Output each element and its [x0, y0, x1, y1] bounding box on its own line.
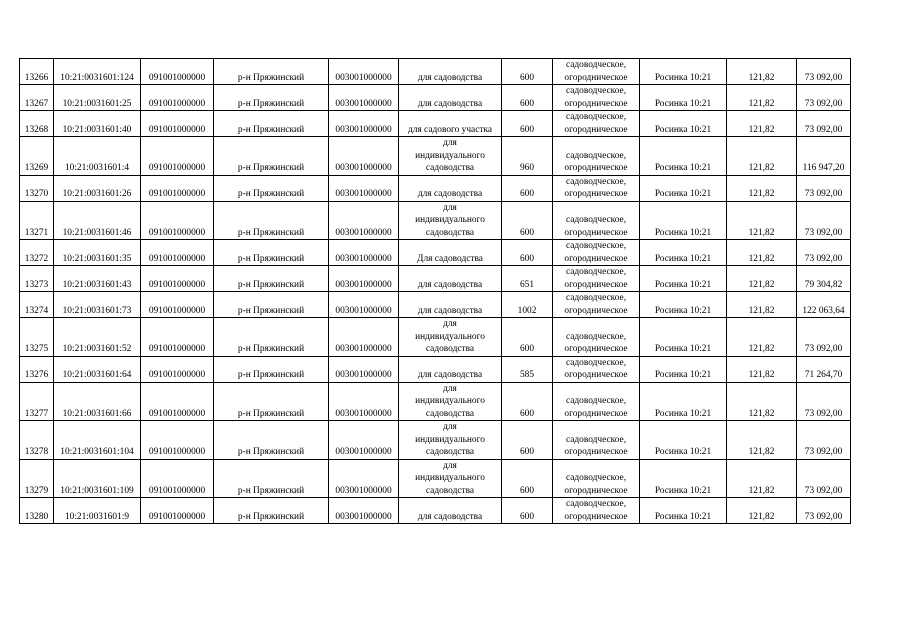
- area-cell: 600: [502, 201, 553, 240]
- area-code-cell: 003001000000: [329, 59, 399, 85]
- cadastral-value-cell: 73 092,00: [797, 59, 851, 85]
- row-number-cell: 13280: [20, 498, 54, 524]
- location-cell: Росинка 10:21: [640, 111, 727, 137]
- table-row: [20, 421, 851, 460]
- cadastral-number-cell: 10:21:0031601:73: [54, 292, 141, 318]
- land-category-cell: [553, 59, 640, 85]
- okato-code-cell: 091001000000: [141, 459, 214, 498]
- district-cell: р-н Пряжинский: [214, 459, 329, 498]
- land-category-line: огородническое: [564, 253, 628, 264]
- okato-code-cell: 091001000000: [141, 137, 214, 176]
- permitted-use-cell: [399, 318, 502, 357]
- cadastral-value-cell: 73 092,00: [797, 85, 851, 111]
- permitted-use-line: для садового участка: [407, 124, 493, 135]
- permitted-use-line: индивидуального: [415, 473, 485, 483]
- land-category-line: садоводческое,: [565, 331, 627, 342]
- permitted-use-line: индивидуального: [415, 396, 485, 406]
- area-cell: 600: [502, 318, 553, 357]
- area-code-cell: 003001000000: [329, 137, 399, 176]
- cadastral-number-cell: 10:21:0031601:43: [54, 266, 141, 292]
- row-number-cell: 13272: [20, 240, 54, 266]
- okato-code-cell: 091001000000: [141, 59, 214, 85]
- table-row: [20, 459, 851, 498]
- cadastral-value-cell: 73 092,00: [797, 111, 851, 137]
- table-row: [20, 111, 851, 137]
- permitted-use-cell: [399, 382, 502, 421]
- permitted-use-line: для: [443, 422, 457, 432]
- cadastral-number-cell: 10:21:0031601:25: [54, 85, 141, 111]
- cadastral-number-cell: 10:21:0031601:40: [54, 111, 141, 137]
- table-row: [20, 175, 851, 201]
- land-category-line: садоводческое,: [565, 473, 627, 483]
- permitted-use-line: для садоводства: [417, 189, 483, 199]
- permitted-use-line: для: [443, 460, 457, 471]
- district-cell: р-н Пряжинский: [214, 85, 329, 111]
- okato-code-cell: 091001000000: [141, 240, 214, 266]
- permitted-use-line: для: [443, 202, 457, 213]
- okato-code-cell: 091001000000: [141, 382, 214, 421]
- area-cell: 600: [502, 382, 553, 421]
- row-number-cell: 13271: [20, 201, 54, 240]
- land-category-line: огородническое: [564, 344, 628, 354]
- table-row: [20, 356, 851, 382]
- location-cell: Росинка 10:21: [640, 59, 727, 85]
- area-code-cell: 003001000000: [329, 459, 399, 498]
- area-cell: 585: [502, 356, 553, 382]
- table-row: [20, 498, 851, 524]
- permitted-use-cell: [399, 59, 502, 85]
- area-code-cell: 003001000000: [329, 498, 399, 524]
- row-number-cell: 13274: [20, 292, 54, 318]
- cadastral-number-cell: 10:21:0031601:104: [54, 421, 141, 460]
- permitted-use-line: индивидуального: [415, 434, 485, 445]
- land-category-line: огородническое: [564, 511, 628, 522]
- land-category-line: огородническое: [564, 485, 628, 496]
- area-code-cell: 003001000000: [329, 382, 399, 421]
- area-code-cell: 003001000000: [329, 240, 399, 266]
- permitted-use-line: для садоводства: [417, 370, 483, 380]
- rate-cell: 121,82: [727, 137, 797, 176]
- table-row: [20, 137, 851, 176]
- land-category-line: садоводческое,: [565, 150, 627, 161]
- rate-cell: 121,82: [727, 318, 797, 357]
- area-code-cell: 003001000000: [329, 318, 399, 357]
- land-category-line: садоводческое,: [565, 396, 627, 406]
- district-cell: р-н Пряжинский: [214, 292, 329, 318]
- land-category-line: садоводческое,: [565, 176, 627, 187]
- permitted-use-cell: [399, 266, 502, 292]
- district-cell: р-н Пряжинский: [214, 498, 329, 524]
- district-cell: р-н Пряжинский: [214, 175, 329, 201]
- okato-code-cell: 091001000000: [141, 85, 214, 111]
- cadastral-value-cell: 73 092,00: [797, 318, 851, 357]
- rate-cell: 121,82: [727, 266, 797, 292]
- okato-code-cell: 091001000000: [141, 266, 214, 292]
- rate-cell: 121,82: [727, 59, 797, 85]
- location-cell: Росинка 10:21: [640, 382, 727, 421]
- okato-code-cell: 091001000000: [141, 318, 214, 357]
- cadastral-value-cell: 73 092,00: [797, 175, 851, 201]
- okato-code-cell: 091001000000: [141, 175, 214, 201]
- permitted-use-cell: [399, 459, 502, 498]
- permitted-use-line: индивидуального: [415, 215, 485, 225]
- land-category-cell: [553, 382, 640, 421]
- cadastral-value-cell: 73 092,00: [797, 498, 851, 524]
- location-cell: Росинка 10:21: [640, 421, 727, 460]
- table-row: [20, 59, 851, 85]
- land-category-line: огородническое: [564, 124, 628, 135]
- area-cell: 600: [502, 85, 553, 111]
- permitted-use-line: садоводства: [425, 485, 475, 496]
- rate-cell: 121,82: [727, 111, 797, 137]
- rate-cell: 121,82: [727, 85, 797, 111]
- cadastral-value-cell: 79 304,82: [797, 266, 851, 292]
- table-row: [20, 240, 851, 266]
- land-category-line: огородническое: [564, 447, 628, 457]
- row-number-cell: 13269: [20, 137, 54, 176]
- district-cell: р-н Пряжинский: [214, 137, 329, 176]
- permitted-use-line: для садоводства: [417, 305, 483, 316]
- permitted-use-cell: [399, 421, 502, 460]
- permitted-use-cell: [399, 85, 502, 111]
- area-code-cell: 003001000000: [329, 266, 399, 292]
- land-category-line: огородническое: [564, 370, 628, 380]
- area-code-cell: 003001000000: [329, 292, 399, 318]
- land-category-line: огородническое: [564, 72, 628, 83]
- permitted-use-cell: [399, 498, 502, 524]
- row-number-cell: 13278: [20, 421, 54, 460]
- land-category-line: садоводческое,: [565, 86, 627, 96]
- cadastral-value-cell: 71 264,70: [797, 356, 851, 382]
- area-code-cell: 003001000000: [329, 201, 399, 240]
- row-number-cell: 13268: [20, 111, 54, 137]
- area-cell: 600: [502, 175, 553, 201]
- location-cell: Росинка 10:21: [640, 240, 727, 266]
- district-cell: р-н Пряжинский: [214, 421, 329, 460]
- land-category-line: огородническое: [564, 98, 628, 109]
- location-cell: Росинка 10:21: [640, 318, 727, 357]
- table-row: [20, 201, 851, 240]
- permitted-use-cell: [399, 240, 502, 266]
- area-code-cell: 003001000000: [329, 356, 399, 382]
- cadastral-number-cell: 10:21:0031601:46: [54, 201, 141, 240]
- row-number-cell: 13266: [20, 59, 54, 85]
- land-category-line: садоводческое,: [565, 434, 627, 445]
- land-category-line: садоводческое,: [565, 357, 627, 368]
- permitted-use-line: индивидуального: [415, 331, 485, 342]
- area-cell: 960: [502, 137, 553, 176]
- permitted-use-line: садоводства: [425, 447, 475, 457]
- area-cell: 600: [502, 459, 553, 498]
- table-row: [20, 382, 851, 421]
- row-number-cell: 13275: [20, 318, 54, 357]
- okato-code-cell: 091001000000: [141, 356, 214, 382]
- permitted-use-cell: [399, 356, 502, 382]
- okato-code-cell: 091001000000: [141, 498, 214, 524]
- table-body: [20, 59, 851, 524]
- permitted-use-line: индивидуального: [415, 150, 485, 161]
- area-cell: 600: [502, 421, 553, 460]
- permitted-use-cell: [399, 292, 502, 318]
- row-number-cell: 13279: [20, 459, 54, 498]
- cadastral-number-cell: 10:21:0031601:124: [54, 59, 141, 85]
- rate-cell: 121,82: [727, 292, 797, 318]
- land-category-line: огородническое: [564, 305, 628, 316]
- land-category-line: садоводческое,: [565, 60, 627, 70]
- cadastral-value-cell: 73 092,00: [797, 459, 851, 498]
- district-cell: р-н Пряжинский: [214, 266, 329, 292]
- cadastral-number-cell: 10:21:0031601:52: [54, 318, 141, 357]
- table-row: [20, 266, 851, 292]
- rate-cell: 121,82: [727, 201, 797, 240]
- cadastral-number-cell: 10:21:0031601:64: [54, 356, 141, 382]
- land-category-cell: [553, 421, 640, 460]
- location-cell: Росинка 10:21: [640, 201, 727, 240]
- location-cell: Росинка 10:21: [640, 266, 727, 292]
- cadastral-value-cell: 116 947,20: [797, 137, 851, 176]
- row-number-cell: 13270: [20, 175, 54, 201]
- permitted-use-line: Для садоводства: [417, 253, 483, 264]
- land-category-cell: [553, 292, 640, 318]
- land-category-cell: [553, 111, 640, 137]
- area-cell: 600: [502, 498, 553, 524]
- location-cell: Росинка 10:21: [640, 137, 727, 176]
- land-category-line: огородническое: [564, 163, 628, 173]
- permitted-use-line: для садоводства: [417, 279, 483, 290]
- rate-cell: 121,82: [727, 498, 797, 524]
- cadastral-value-cell: 73 092,00: [797, 201, 851, 240]
- rate-cell: 121,82: [727, 240, 797, 266]
- okato-code-cell: 091001000000: [141, 201, 214, 240]
- land-category-line: огородническое: [564, 279, 628, 290]
- land-category-cell: [553, 175, 640, 201]
- permitted-use-line: для: [443, 138, 457, 148]
- cadastral-value-cell: 73 092,00: [797, 240, 851, 266]
- location-cell: Росинка 10:21: [640, 498, 727, 524]
- rate-cell: 121,82: [727, 382, 797, 421]
- land-category-cell: [553, 318, 640, 357]
- okato-code-cell: 091001000000: [141, 292, 214, 318]
- cadastral-number-cell: 10:21:0031601:66: [54, 382, 141, 421]
- location-cell: Росинка 10:21: [640, 459, 727, 498]
- permitted-use-line: для садоводства: [417, 72, 483, 83]
- rate-cell: 121,82: [727, 421, 797, 460]
- area-code-cell: 003001000000: [329, 175, 399, 201]
- permitted-use-cell: [399, 137, 502, 176]
- land-category-cell: [553, 459, 640, 498]
- rate-cell: 121,82: [727, 356, 797, 382]
- rate-cell: 121,82: [727, 459, 797, 498]
- land-category-cell: [553, 498, 640, 524]
- permitted-use-line: для: [443, 319, 457, 329]
- area-code-cell: 003001000000: [329, 85, 399, 111]
- table-row: [20, 292, 851, 318]
- area-cell: 600: [502, 59, 553, 85]
- land-category-line: садоводческое,: [565, 215, 627, 225]
- land-category-cell: [553, 356, 640, 382]
- district-cell: р-н Пряжинский: [214, 318, 329, 357]
- land-category-line: садоводческое,: [565, 112, 627, 122]
- cadastral-value-cell: 73 092,00: [797, 382, 851, 421]
- row-number-cell: 13273: [20, 266, 54, 292]
- permitted-use-cell: [399, 175, 502, 201]
- area-code-cell: 003001000000: [329, 111, 399, 137]
- land-category-line: огородническое: [564, 227, 628, 238]
- area-cell: 651: [502, 266, 553, 292]
- land-category-cell: [553, 266, 640, 292]
- permitted-use-cell: [399, 111, 502, 137]
- land-category-line: садоводческое,: [565, 241, 627, 251]
- cadastral-number-cell: 10:21:0031601:109: [54, 459, 141, 498]
- cadastral-number-cell: 10:21:0031601:35: [54, 240, 141, 266]
- area-code-cell: 003001000000: [329, 421, 399, 460]
- district-cell: р-н Пряжинский: [214, 201, 329, 240]
- cadastral-number-cell: 10:21:0031601:4: [54, 137, 141, 176]
- land-category-line: садоводческое,: [565, 293, 627, 303]
- area-cell: 600: [502, 240, 553, 266]
- land-category-cell: [553, 240, 640, 266]
- area-cell: 600: [502, 111, 553, 137]
- land-category-line: садоводческое,: [565, 499, 627, 509]
- okato-code-cell: 091001000000: [141, 111, 214, 137]
- district-cell: р-н Пряжинский: [214, 356, 329, 382]
- cadastral-number-cell: 10:21:0031601:9: [54, 498, 141, 524]
- row-number-cell: 13276: [20, 356, 54, 382]
- district-cell: р-н Пряжинский: [214, 59, 329, 85]
- location-cell: Росинка 10:21: [640, 356, 727, 382]
- row-number-cell: 13267: [20, 85, 54, 111]
- district-cell: р-н Пряжинский: [214, 382, 329, 421]
- area-cell: 1002: [502, 292, 553, 318]
- permitted-use-line: для: [443, 383, 457, 394]
- land-category-line: огородническое: [564, 408, 628, 419]
- rate-cell: 121,82: [727, 175, 797, 201]
- land-category-cell: [553, 85, 640, 111]
- district-cell: р-н Пряжинский: [214, 240, 329, 266]
- location-cell: Росинка 10:21: [640, 85, 727, 111]
- okato-code-cell: 091001000000: [141, 421, 214, 460]
- permitted-use-line: садоводства: [425, 408, 475, 419]
- permitted-use-line: для садоводства: [417, 98, 483, 109]
- cadastral-value-cell: 73 092,00: [797, 421, 851, 460]
- cadastral-number-cell: 10:21:0031601:26: [54, 175, 141, 201]
- permitted-use-line: для садоводства: [417, 511, 483, 522]
- row-number-cell: 13277: [20, 382, 54, 421]
- land-category-cell: [553, 137, 640, 176]
- permitted-use-line: садоводства: [425, 163, 475, 173]
- table-row: [20, 318, 851, 357]
- location-cell: Росинка 10:21: [640, 175, 727, 201]
- parcel-table: [19, 58, 851, 524]
- permitted-use-line: садоводства: [425, 344, 475, 354]
- permitted-use-line: садоводства: [425, 227, 475, 238]
- land-category-line: огородническое: [564, 189, 628, 199]
- permitted-use-cell: [399, 201, 502, 240]
- land-category-line: садоводческое,: [565, 267, 627, 277]
- location-cell: Росинка 10:21: [640, 292, 727, 318]
- land-category-cell: [553, 201, 640, 240]
- table-row: [20, 85, 851, 111]
- cadastral-value-cell: 122 063,64: [797, 292, 851, 318]
- district-cell: р-н Пряжинский: [214, 111, 329, 137]
